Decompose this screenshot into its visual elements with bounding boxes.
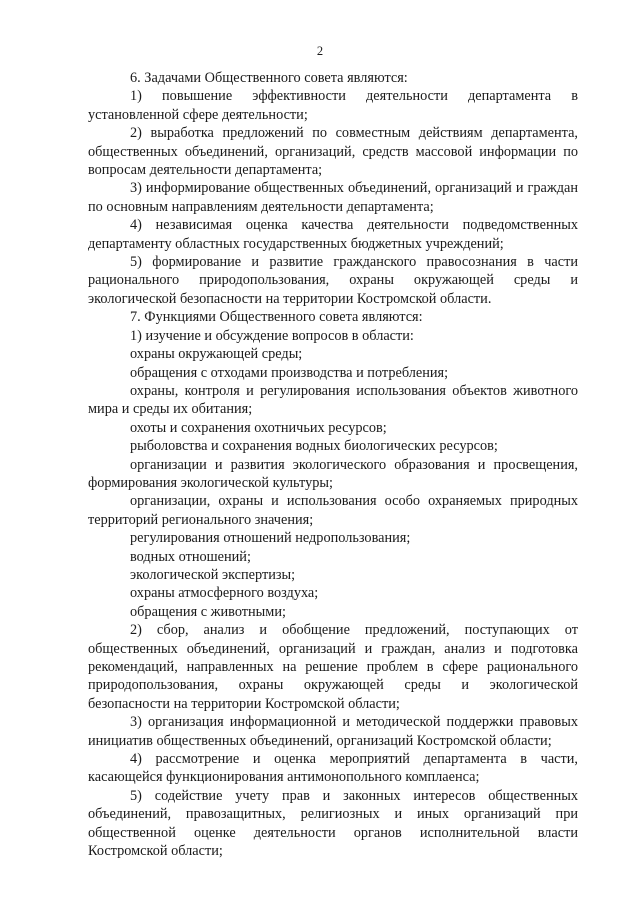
- paragraph-task-3: 3) информирование общественных объединений, организаций и граждан по основным направлениям деятельности департамента;: [88, 180, 578, 215]
- paragraph-function-1: 1) изучение и обсуждение вопросов в области:: [130, 327, 414, 344]
- list-item: охраны атмосферного воздуха;: [130, 585, 319, 602]
- list-item: водных отношений;: [130, 548, 251, 565]
- list-item: обращения с животными;: [130, 603, 286, 620]
- list-item: организации, охраны и использования особо охраняемых природных территорий регионального значения;: [88, 493, 578, 528]
- list-item: охраны окружающей среды;: [130, 346, 303, 363]
- document-body: [88, 69, 578, 860]
- paragraph-function-2: 2) сбор, анализ и обобщение предложений, поступающих от общественных объединений, организаций и граждан, анализ и подготовка рекомендаций, направленных на решение проблем в сфере рационального природопользования, охраны окружающей среды и экологической безопасности на территории Костромской области;: [88, 622, 578, 712]
- paragraph-task-4: 4) независимая оценка качества деятельности подведомственных департаменту областных государственных бюджетных учреждений;: [88, 217, 578, 252]
- paragraph-function-heading: 7. Функциями Общественного совета являются:: [130, 309, 423, 326]
- list-item: экологической экспертизы;: [130, 566, 296, 583]
- paragraph-task-2: 2) выработка предложений по совместным действиям департамента, общественных объединений, организаций, средств массовой информации по вопросам деятельности департамента;: [88, 125, 578, 179]
- paragraph-task-5: 5) формирование и развитие гражданского правосознания в части рационального природопользования, охраны окружающей среды и экологической безопасности на территории Костромской области.: [88, 254, 578, 307]
- list-item: рыболовства и сохранения водных биологических ресурсов;: [130, 438, 498, 455]
- paragraph-function-5: 5) содействие учету прав и законных интересов общественных объединений, правозащитных, религиозных и иных организаций при общественной оценке деятельности органов исполнительной власти Костромской области;: [88, 787, 578, 860]
- list-item: обращения с отходами производства и потребления;: [130, 364, 449, 381]
- paragraph-task-heading: 6. Задачами Общественного совета являются:: [130, 70, 408, 86]
- paragraph-function-4: 4) рассмотрение и оценка мероприятий департамента в части, касающейся функционирования антимонопольного комплаенса;: [88, 751, 578, 786]
- paragraph-function-3: 3) организация информационной и методической поддержки правовых инициатив общественных объединений, организаций Костромской области;: [88, 714, 578, 749]
- list-item: регулирования отношений недропользования;: [130, 530, 411, 547]
- page-number: 2: [316, 44, 324, 58]
- list-item: организации и развития экологического образования и просвещения, формирования экологической культуры;: [88, 456, 578, 491]
- list-item: охоты и сохранения охотничьих ресурсов;: [130, 419, 387, 436]
- list-item: охраны, контроля и регулирования использования объектов животного мира и среды их обитания;: [88, 382, 578, 418]
- paragraph-task-1: 1) повышение эффективности деятельности департамента в установленной сфере деятельности;: [88, 88, 578, 123]
